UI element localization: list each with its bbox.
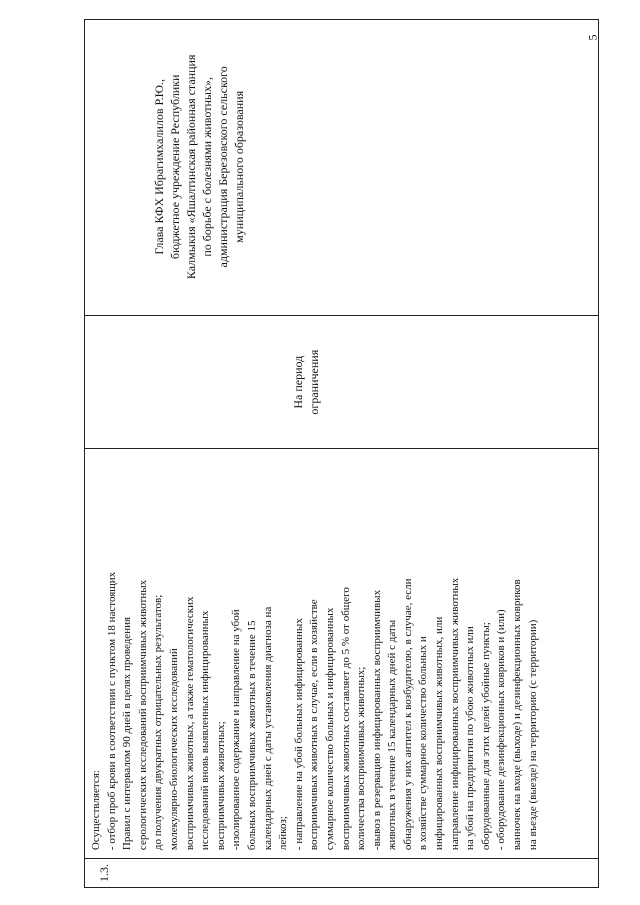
description-line: восприимчивых животных; xyxy=(214,721,227,851)
description-line: восприимчивых животных в случае, если в хозяйстве xyxy=(308,599,321,851)
description-line: календарных дней с даты установления диагноза на xyxy=(261,606,274,851)
description-line: количества восприимчивых животных; xyxy=(355,666,368,851)
description-line: в хозяйстве суммарное количество больных и xyxy=(417,636,430,851)
responsible-line: администрация Березовского сельского xyxy=(216,66,230,268)
description-line: до получения двукратных отрицательных результатов; xyxy=(152,594,165,851)
description-line: обнаружения у них антител к возбудителю, в случае, если xyxy=(401,578,414,851)
term-line: На период xyxy=(291,355,305,409)
description-line: лейкоз; xyxy=(277,816,290,851)
description-line: восприимчивых животных составляет до 5 % от общего xyxy=(339,587,352,851)
rotated-sheet xyxy=(84,19,599,888)
responsible-line: Калмыкия «Яшалтинская районная станция xyxy=(184,54,198,280)
description-line: - оборудование дезинфекционных ковриков и (или) xyxy=(495,609,508,851)
responsible-line: муниципального образования xyxy=(232,90,246,243)
description-line: ванночек на входе (выходе) и дезинфекционных ковриков xyxy=(511,579,524,851)
page-number: 5 xyxy=(585,34,600,41)
term-text xyxy=(290,316,322,448)
description-line: больных восприимчивых животных в течение 15 xyxy=(245,620,258,851)
description-line: Осуществляется: xyxy=(90,770,102,851)
description-line: исследований вновь выявленных инфицированных xyxy=(199,610,212,851)
description-line: -вывоз в резервацию инфицированных восприимчивых xyxy=(370,589,383,851)
description-line: серологических исследований восприимчивых животных xyxy=(136,579,149,851)
description-line: - отбор проб крови в соответствии с пунктом 18 настоящих xyxy=(105,571,118,851)
term-cell xyxy=(85,316,598,449)
description-line: животных в течение 15 календарных дней с даты xyxy=(386,619,399,851)
description-line: - направление на убой больных инфицированных xyxy=(292,618,305,851)
item-number-cell xyxy=(85,859,598,887)
item-number: 1.3. xyxy=(97,864,111,883)
description-line: на въезде (выезде) на территорию (с территории) xyxy=(526,619,539,851)
description-line: инфицированных восприимчивых животных, или xyxy=(433,616,446,851)
description-line: на убой на предприятия по убою животных или xyxy=(464,626,477,851)
description-line: Правил с интервалом 90 дней в целях проведения xyxy=(121,616,134,851)
measure-description-cell xyxy=(85,449,598,859)
description-line: молекулярно-биологических исследований xyxy=(167,648,180,851)
description-line: -изолированное содержание и направление на убой xyxy=(230,609,243,851)
description-line: суммарное количество больных и инфицированных xyxy=(323,607,336,851)
responsible-line: Глава КФХ Ибрагимхалилов Р.Ю., xyxy=(152,78,166,255)
responsible-cell xyxy=(85,20,598,316)
responsible-line: по борьбе с болезнями животных», xyxy=(200,77,214,257)
term-line: ограничения xyxy=(307,349,321,415)
description-line: оборудованные для этих целей убойные пункты; xyxy=(479,622,492,851)
measures-table xyxy=(84,19,599,888)
description-line: направление инфицированных восприимчивых животных xyxy=(448,577,461,851)
measure-description xyxy=(85,449,541,858)
responsible-text xyxy=(151,28,247,305)
responsible-line: бюджетное учреждение Республики xyxy=(168,74,182,260)
description-line: восприимчивых животных, а также гематологических xyxy=(183,596,196,851)
